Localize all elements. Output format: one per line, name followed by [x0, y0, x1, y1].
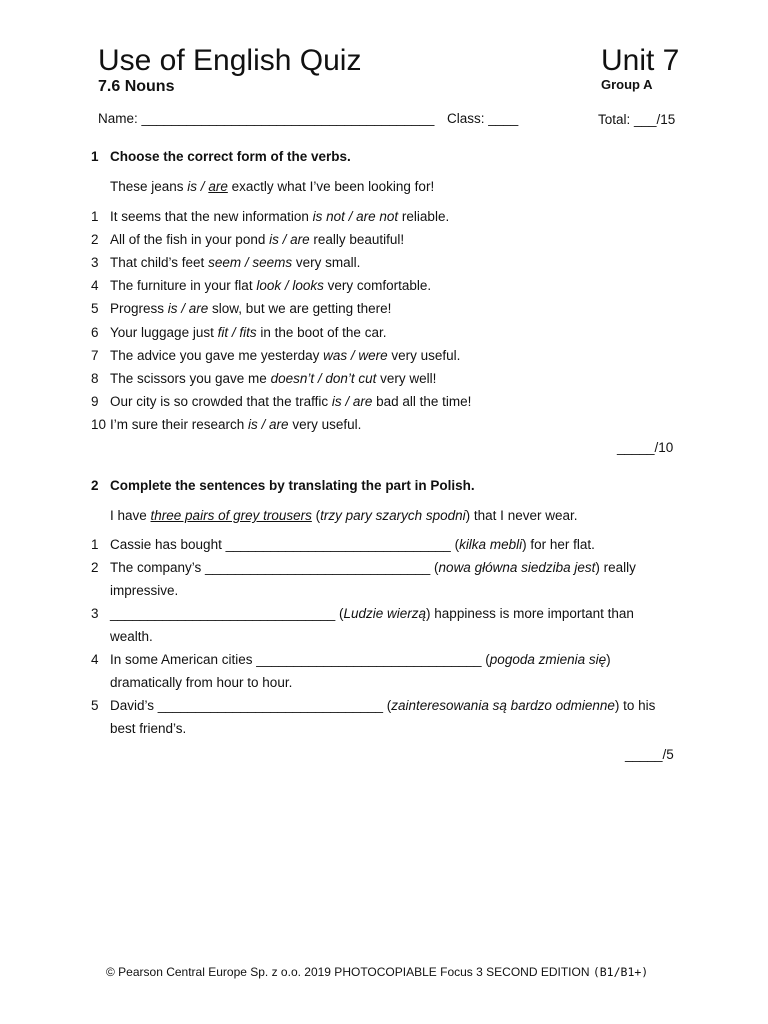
example-answer: three pairs of grey trousers [150, 508, 312, 523]
item-number: 2 [91, 232, 99, 248]
exercise-item: ______________________________ (Ludzie wierzą) happiness is more important than wealth. [110, 606, 634, 645]
page-subtitle: 7.6 Nouns [98, 78, 175, 95]
exercise-item: Progress is / are slow, but we are getting there! [110, 301, 392, 317]
page-title: Use of English Quiz [98, 44, 362, 77]
example-sentence: I have three pairs of grey trousers (trzy pary szarych spodni) that I never wear. [110, 508, 578, 523]
item-number: 6 [91, 324, 99, 340]
item-number: 3 [91, 255, 99, 271]
item-number: 5 [91, 301, 99, 317]
exercise-item: I’m sure their research is / are very useful. [110, 416, 362, 432]
item-number: 10 [91, 416, 107, 432]
polish-phrase: Ludzie wierzą [343, 606, 427, 621]
verb-options: was / were [323, 347, 388, 363]
unit-label: Unit 7 [601, 44, 680, 77]
item-number: 8 [91, 370, 99, 386]
item-number: 4 [91, 278, 99, 294]
exercise-item: The company’s ______________________________ (nowa główna siedziba jest) really impressive. [110, 560, 636, 599]
exercise-item: All of the fish in your pond is / are really beautiful! [110, 232, 405, 248]
exercise-item: The furniture in your flat look / looks very comfortable. [110, 278, 432, 294]
name-field: Name: _______________________________________ [98, 111, 435, 126]
total-score: Total: ___/15 [598, 112, 676, 127]
verb-options: is / are [248, 416, 289, 432]
class-field: Class: ____ [447, 111, 519, 126]
item-number: 2 [91, 560, 99, 575]
section-number: 2 [91, 478, 99, 493]
exercise-item: David’s ______________________________ (zainteresowania są bardzo odmienne) to his best friend’s. [110, 698, 656, 737]
item-number: 5 [91, 698, 99, 713]
polish-phrase: nowa główna siedziba jest [438, 560, 596, 575]
group-label: Group A [601, 77, 653, 92]
polish-phrase: kilka mebli [459, 537, 523, 552]
level-label: (B1/B1+) [592, 965, 649, 979]
polish-phrase: zainteresowania są bardzo odmienne [391, 698, 615, 713]
item-number: 7 [91, 347, 99, 363]
example-answer: are [208, 179, 228, 194]
verb-options: is / are [167, 301, 209, 317]
polish-phrase: pogoda zmienia się [489, 652, 607, 667]
item-number: 9 [91, 393, 99, 409]
section-number: 1 [91, 149, 99, 164]
verb-options: is not / are not [312, 209, 399, 224]
verb-options: look / looks [256, 278, 324, 294]
exercise-item: In some American cities ______________________________ (pogoda zmienia się) dramatically from hour to hour. [110, 652, 611, 691]
exercise-item: Cassie has bought ______________________________ (kilka mebli) for her flat. [110, 537, 595, 552]
section-score: _____/10 [617, 440, 674, 455]
exercise-item: It seems that the new information is not / are not reliable. [110, 209, 450, 224]
footer-copyright: © Pearson Central Europe Sp. z o.o. 2019 PHOTOCOPIABLE Focus 3 SECOND EDITION (B1/B1+) [106, 965, 649, 979]
exercise-item: Your luggage just fit / fits in the boot of the car. [110, 324, 387, 340]
example-sentence: These jeans is / are exactly what I’ve been looking for! [110, 179, 435, 194]
section-instruction: Choose the correct form of the verbs. [110, 149, 351, 164]
exercise-item: Our city is so crowded that the traffic is / are bad all the time! [110, 393, 472, 409]
verb-options: doesn’t / don’t cut [270, 370, 377, 386]
verb-options: is / are [331, 393, 373, 409]
verb-options: fit / fits [217, 324, 257, 340]
verb-options: seem / seems [208, 255, 293, 271]
exercise-item: The advice you gave me yesterday was / were very useful. [110, 347, 461, 363]
item-number: 3 [91, 606, 99, 621]
item-number: 1 [91, 537, 99, 552]
item-number: 1 [91, 209, 99, 224]
section-instruction: Complete the sentences by translating the part in Polish. [110, 478, 475, 493]
exercise-item: The scissors you gave me doesn’t / don’t cut very well! [110, 370, 437, 386]
verb-options: is / are [269, 232, 310, 248]
exercise-item: That child’s feet seem / seems very small. [110, 255, 361, 271]
item-number: 4 [91, 652, 99, 667]
section-score: _____/5 [625, 747, 674, 762]
